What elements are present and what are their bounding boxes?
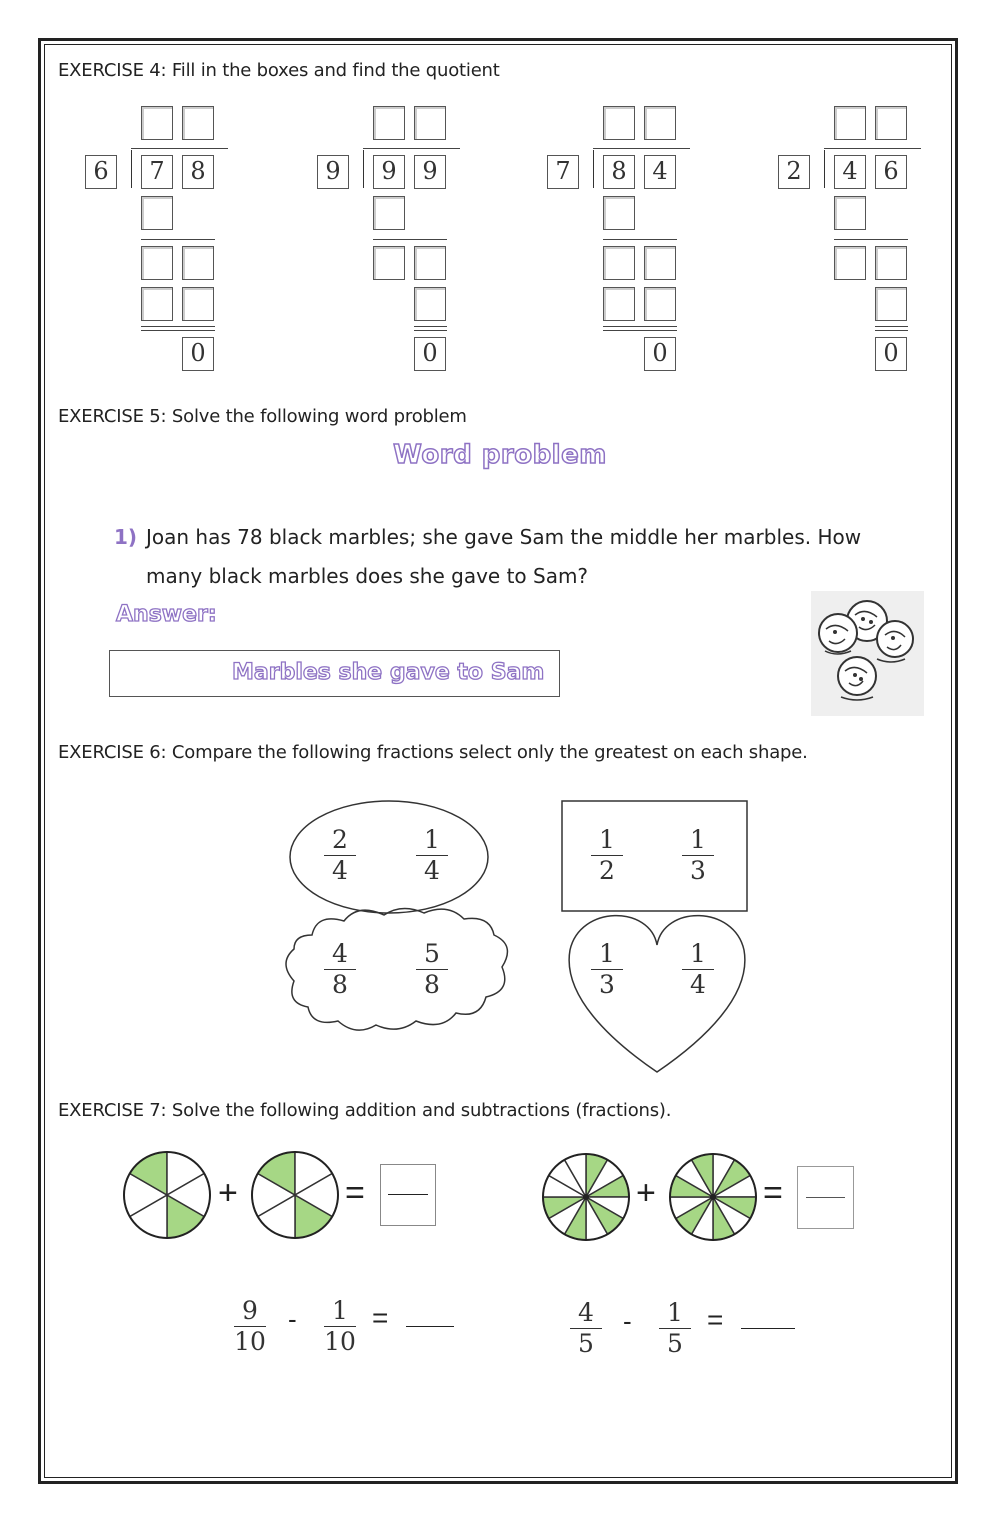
denominator: 5 xyxy=(667,1329,683,1358)
numerator: 1 xyxy=(424,825,440,854)
divisor-box: 7 xyxy=(547,155,579,189)
answer-blank[interactable] xyxy=(741,1328,795,1329)
denominator: 4 xyxy=(424,856,440,885)
minus-sign: - xyxy=(288,1304,297,1334)
fraction[interactable] xyxy=(655,1298,695,1359)
denominator: 3 xyxy=(599,970,615,999)
dividend-tens-box: 7 xyxy=(141,155,173,189)
fraction-pie xyxy=(670,1154,756,1240)
equals-sign: = xyxy=(707,1304,724,1335)
denominator: 8 xyxy=(424,970,440,999)
dividend-ones-box: 6 xyxy=(875,155,907,189)
denominator: 2 xyxy=(599,856,615,885)
numerator: 4 xyxy=(578,1298,594,1327)
denominator: 8 xyxy=(332,970,348,999)
fraction[interactable] xyxy=(320,1296,360,1357)
equals-sign: = xyxy=(372,1302,389,1333)
equals-sign: = xyxy=(763,1174,783,1212)
answer-blank[interactable] xyxy=(406,1326,454,1327)
numerator: 1 xyxy=(599,939,615,968)
divisor-box: 6 xyxy=(85,155,117,189)
pie-center xyxy=(710,1194,716,1200)
denominator: 3 xyxy=(690,856,706,885)
numerator: 9 xyxy=(242,1296,258,1325)
denominator: 4 xyxy=(690,970,706,999)
remainder-box: 0 xyxy=(875,337,907,371)
answer-placeholder: Marbles she gave to Sam xyxy=(232,660,545,685)
problem-number: 1) xyxy=(114,525,138,549)
fraction-pie xyxy=(543,1154,629,1240)
dividend-ones-box: 9 xyxy=(414,155,446,189)
fraction[interactable] xyxy=(230,1296,270,1357)
denominator: 10 xyxy=(324,1327,356,1356)
numerator: 1 xyxy=(690,825,706,854)
answer-box-2[interactable] xyxy=(797,1166,854,1229)
numerator: 2 xyxy=(332,825,348,854)
exercise-6-heading: EXERCISE 6: Compare the following fractions select only the greatest on each shape. xyxy=(58,742,808,763)
remainder-box: 0 xyxy=(414,337,446,371)
pie-center xyxy=(583,1194,589,1200)
plus-sign: + xyxy=(218,1174,238,1212)
exercise-4-heading: EXERCISE 4: Fill in the boxes and find the quotient xyxy=(58,60,500,81)
exercise-5-heading: EXERCISE 5: Solve the following word problem xyxy=(58,406,467,427)
dividend-tens-box: 9 xyxy=(373,155,405,189)
problem-text: Joan has 78 black marbles; she gave Sam the middle her marbles. How many black marbles does she gave to Sam? xyxy=(146,525,862,588)
answer-label: Answer: xyxy=(116,602,217,627)
divisor-box: 9 xyxy=(317,155,349,189)
dividend-ones-box: 8 xyxy=(182,155,214,189)
dividend-tens-box: 8 xyxy=(603,155,635,189)
fraction-pie xyxy=(124,1152,210,1238)
numerator: 1 xyxy=(599,825,615,854)
remainder-box: 0 xyxy=(644,337,676,371)
denominator: 5 xyxy=(578,1329,594,1358)
numerator: 1 xyxy=(332,1296,348,1325)
denominator: 10 xyxy=(234,1327,266,1356)
numerator: 4 xyxy=(332,939,348,968)
equals-sign: = xyxy=(345,1174,365,1212)
divisor-box: 2 xyxy=(778,155,810,189)
numerator: 1 xyxy=(690,939,706,968)
exercise-7-heading: EXERCISE 7: Solve the following addition and subtractions (fractions). xyxy=(58,1100,672,1121)
dividend-ones-box: 4 xyxy=(644,155,676,189)
fraction[interactable] xyxy=(566,1298,606,1359)
word-problem-title: Word problem xyxy=(393,440,607,470)
fraction-pie xyxy=(252,1152,338,1238)
numerator: 5 xyxy=(424,939,440,968)
minus-sign: - xyxy=(623,1306,632,1336)
answer-box-1[interactable] xyxy=(380,1164,436,1226)
numerator: 1 xyxy=(667,1298,683,1327)
dividend-tens-box: 4 xyxy=(834,155,866,189)
denominator: 4 xyxy=(332,856,348,885)
plus-sign: + xyxy=(636,1174,656,1212)
remainder-box: 0 xyxy=(182,337,214,371)
